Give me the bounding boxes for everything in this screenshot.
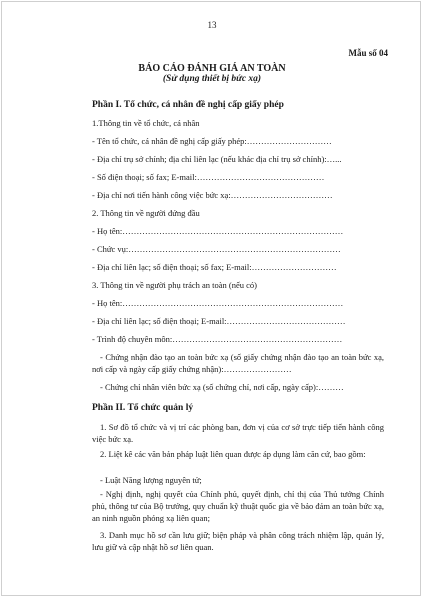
item-decrees: - Nghị định, nghị quyết của Chính phủ, quyết định, chỉ thị của Thủ tướng Chính phủ, thông tư của Bộ trưởng, quy chuẩn kỹ thuật quốc gia về bảo đảm an toàn bức xạ, an ninh nguồn phóng xạ liên quan; [92, 489, 384, 523]
form-code: Mẫu số 04 [348, 48, 388, 58]
section-org-info: 1.Thông tin về tổ chức, cá nhân [92, 118, 200, 128]
field-head-position: - Chức vụ:………………………………………………………………… [92, 244, 341, 254]
field-head-contact: - Địa chỉ liên lạc; số điện thoại; số fax; E-mail:………………………… [92, 262, 337, 272]
field-org-address: - Địa chỉ trụ sở chính; địa chỉ liên lạc (nếu khác địa chỉ trụ sở chính):…... [92, 154, 342, 164]
field-training-certificate: - Chứng nhận đào tạo an toàn bức xạ (số giấy chứng nhận đào tạo an toàn bức xạ, nơi cấp và ngày cấp giấy chứng nhận):…………………… [92, 352, 384, 374]
document-subtitle: (Sử dụng thiết bị bức xạ) [162, 74, 262, 84]
document-title: BÁO CÁO ĐÁNH GIÁ AN TOÀN [138, 63, 286, 74]
field-officer-contact: - Địa chỉ liên lạc; số điện thoại; E-mail:…………………………………… [92, 316, 346, 326]
field-staff-certificate: - Chứng chỉ nhân viên bức xạ (số chứng chỉ, nơi cấp, ngày cấp):……… [100, 382, 344, 392]
item-org-chart: 1. Sơ đồ tổ chức và vị trí các phòng ban, đơn vị của cơ sở trực tiếp tiến hành công việc bức xạ. [92, 422, 384, 444]
part1-heading: Phần I. Tổ chức, cá nhân đề nghị cấp giấy phép [92, 100, 284, 110]
page-number: 13 [207, 20, 217, 30]
field-org-name: - Tên tổ chức, cá nhân đề nghị cấp giấy phép:………………………… [92, 136, 332, 146]
section-head-info: 2. Thông tin về người đứng đầu [92, 208, 200, 218]
field-head-name: - Họ tên:…………………………………………………………………… [92, 226, 344, 236]
item-records-list: 3. Danh mục hồ sơ cần lưu giữ; biện pháp và phân công trách nhiệm lập, quản lý, lưu giữ và cập nhật hồ sơ liên quan. [92, 530, 384, 552]
part2-heading: Phần II. Tổ chức quản lý [92, 403, 194, 413]
section-safety-officer: 3. Thông tin về người phụ trách an toàn (nếu có) [92, 280, 257, 290]
field-work-location: - Địa chỉ nơi tiến hành công việc bức xạ:……………………………… [92, 190, 333, 200]
field-officer-qualification: - Trình độ chuyên môn:…………………………………………………… [92, 334, 343, 344]
field-org-contact: - Số điện thoại; số fax; E-mail:……………………………………… [92, 172, 325, 182]
item-legal-documents: 2. Liệt kê các văn bản pháp luật liên quan được áp dụng làm căn cứ, bao gồm: [100, 449, 366, 459]
field-officer-name: - Họ tên:…………………………………………………………………… [92, 298, 344, 308]
item-atomic-energy-law: - Luật Năng lượng nguyên tử; [100, 475, 202, 485]
